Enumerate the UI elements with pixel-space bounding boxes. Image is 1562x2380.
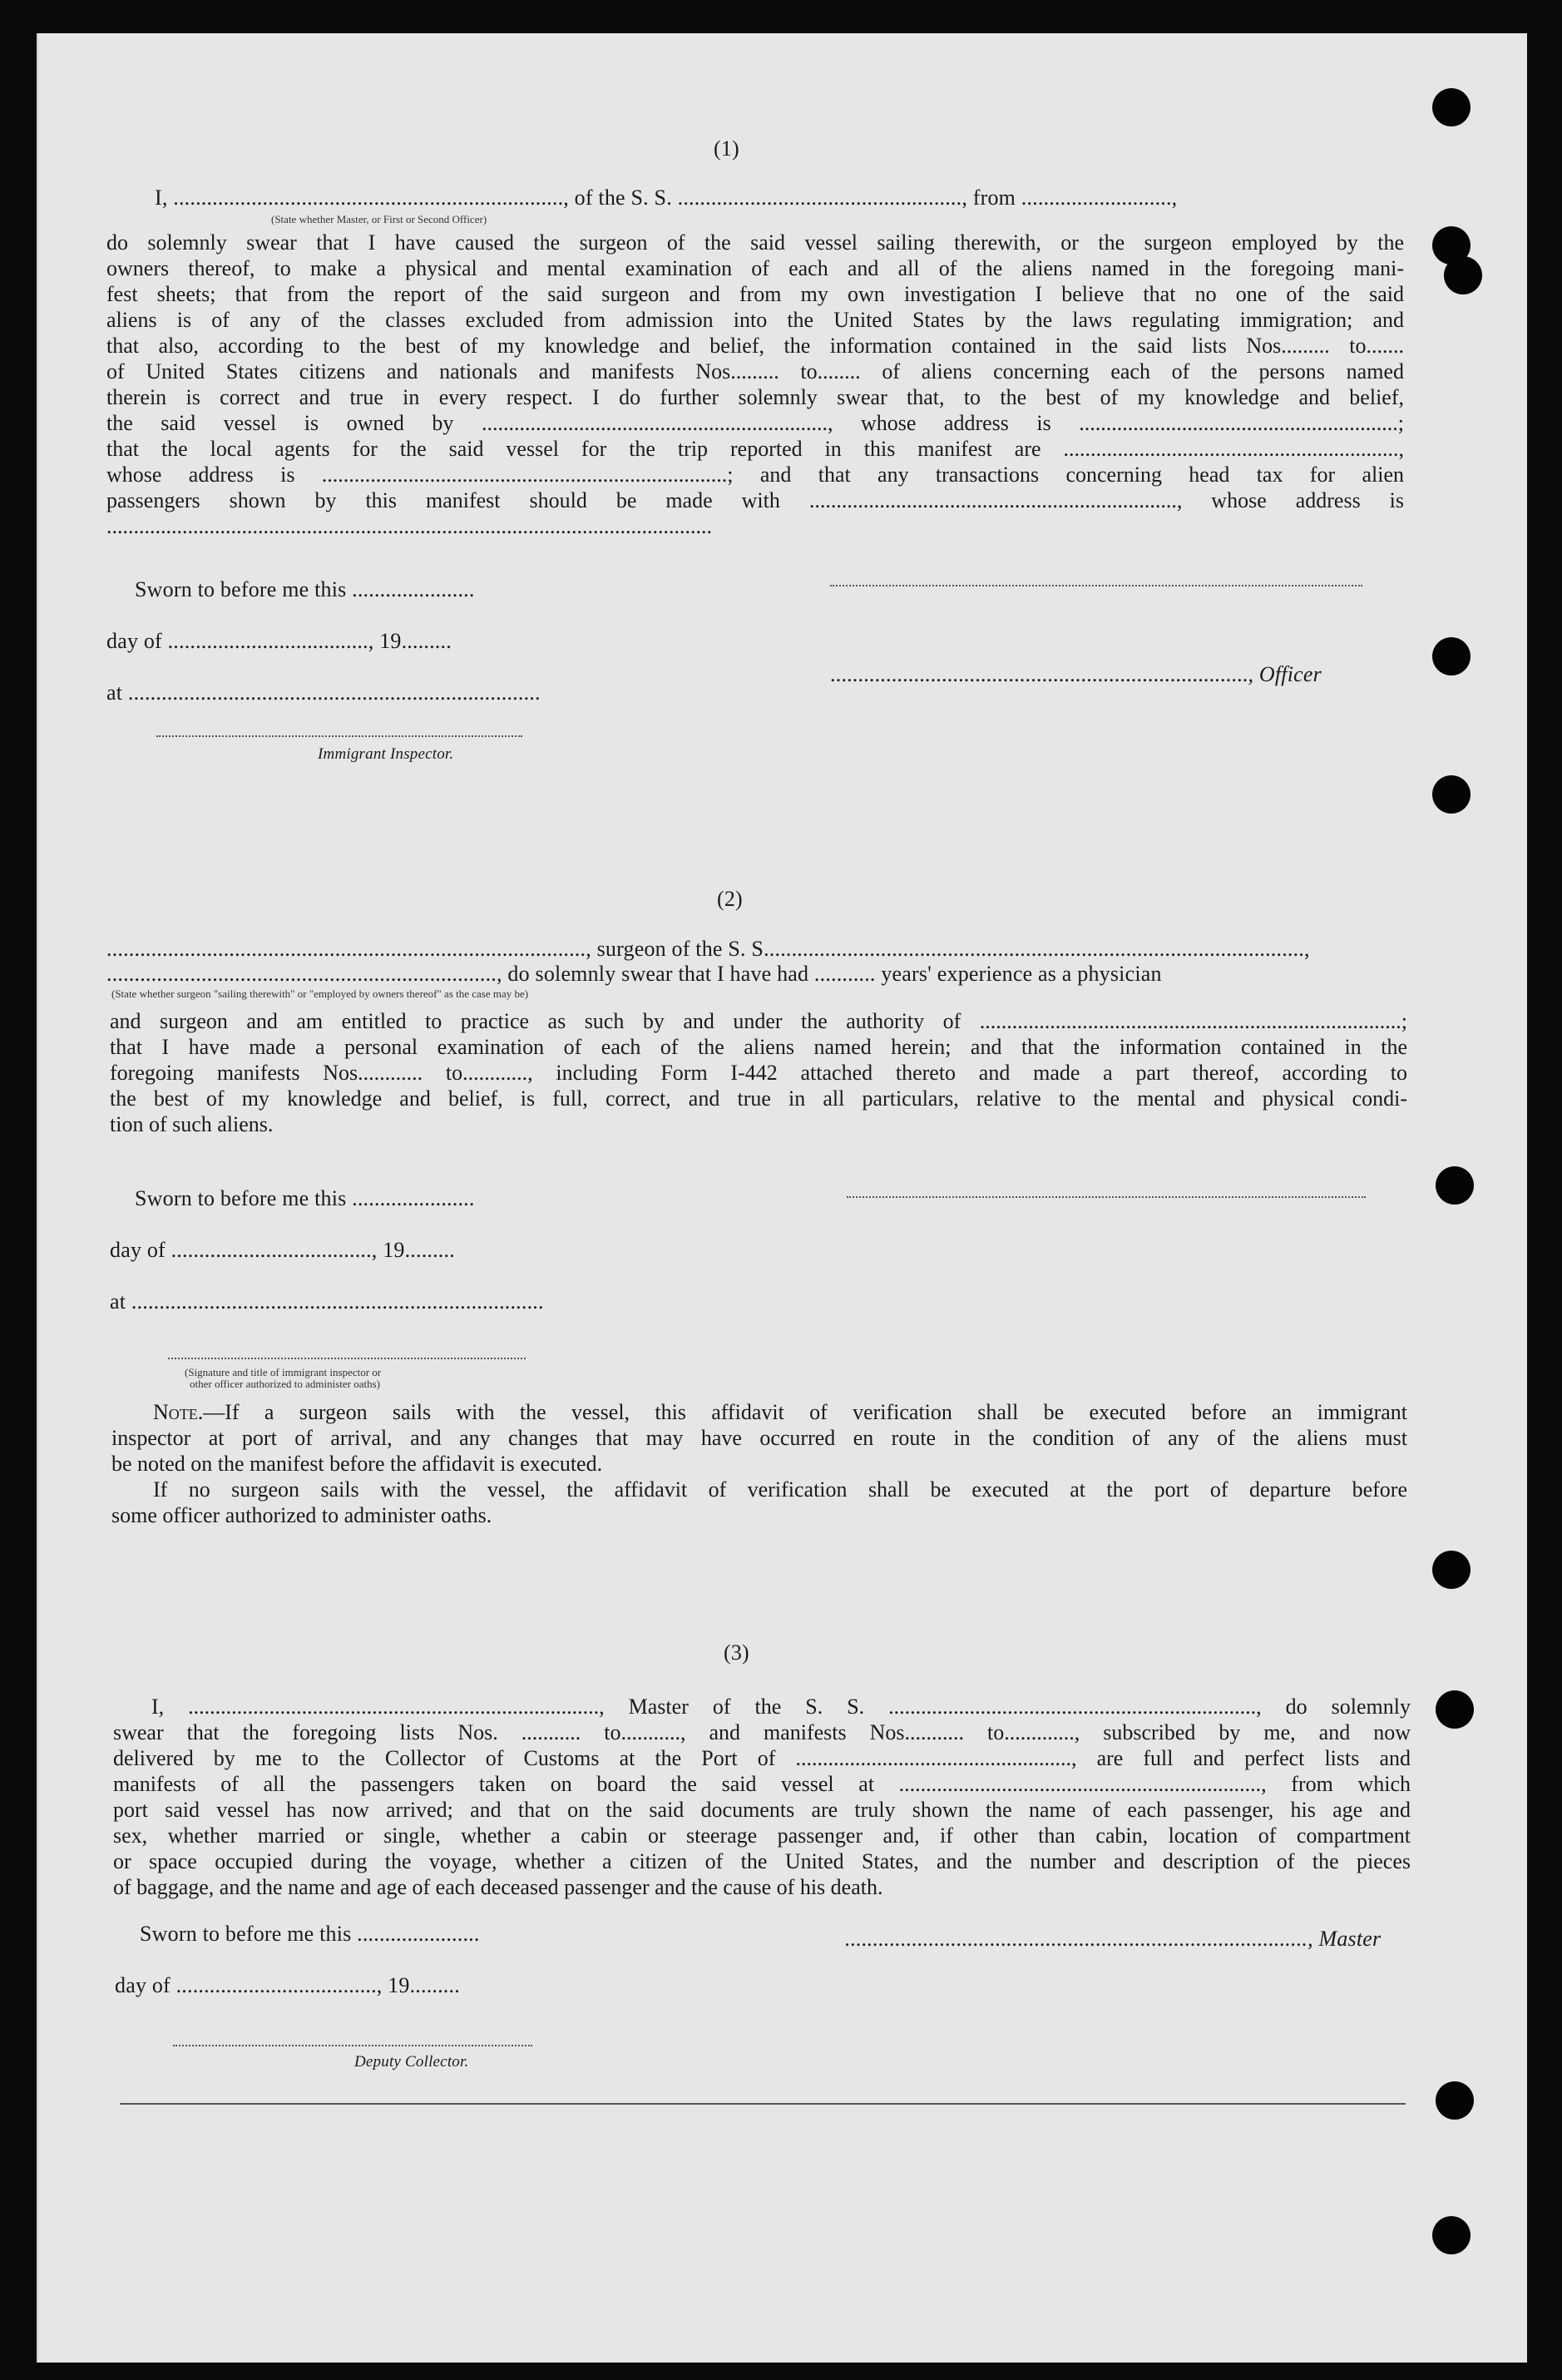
section1-officer-field[interactable]: ......................................................................, — [173, 186, 569, 210]
section1-oath-line — [155, 186, 1177, 210]
section1-line: owners thereof, to make a physical and mental examination of each and all of the aliens named in the foregoing mani- — [106, 256, 1404, 280]
section1-line: therein is correct and true in every respect. I do further solemnly swear that, to the best of my knowledge and belief, — [106, 385, 1404, 409]
section1-officer-label: , Officer — [1248, 662, 1322, 686]
section1-officer-sign — [830, 662, 1322, 687]
section3-number: (3) — [724, 1640, 749, 1665]
section1-sworn: Sworn to before me this ...................... — [135, 577, 475, 601]
binder-hole — [1436, 2081, 1474, 2120]
section2-line: that I have made a personal examination of each of the aliens named herein; and that the information contained in the — [110, 1035, 1407, 1059]
section2-sig-note1: (Signature and title of immigrant inspector or — [185, 1366, 382, 1378]
section2-line1: ......................................................................................, surgeon of the S. S................................................................................................., — [106, 937, 1310, 961]
section1-line: whose address is ...........................................................................; and that any transactions concerning head tax for alien — [106, 463, 1404, 487]
section3-collector-signature-line[interactable] — [173, 2045, 532, 2046]
binder-hole — [1444, 256, 1482, 294]
section3-paragraph — [113, 1694, 1411, 1900]
section1-line: passengers shown by this manifest should be made with ...................................................................., whose address is — [106, 488, 1404, 512]
section2-line2: ......................................................................, do solemnly swear that I have had ........... years' experience as a physician — [106, 962, 1162, 986]
section2-note-line: inspector at port of arrival, and any changes that may have occurred en route in the condition of any of the aliens must — [111, 1426, 1407, 1450]
bottom-rule — [120, 2103, 1406, 2105]
section2-note — [111, 1399, 1407, 1528]
section1-day-of: day of ...................................., 19......... — [106, 629, 452, 653]
section2-line: and surgeon and am entitled to practice as such by and under the authority of ..............................................................................; — [110, 1009, 1407, 1033]
section1-paragraph — [106, 230, 1404, 539]
section3-line: I, ............................................................................, Master of the S. S. ...................................................................., do solemnly — [151, 1695, 1411, 1719]
section1-line: the said vessel is owned by ................................................................, whose address is ...........................................................; — [106, 411, 1404, 435]
section1-inspector-signature-line[interactable] — [156, 735, 522, 737]
section3-line: delivered by me to the Collector of Customs at the Port of ..................................................., are full and perfect lists and — [113, 1746, 1411, 1770]
section2-surgeon-signature-line[interactable] — [847, 1196, 1366, 1198]
binder-hole — [1432, 88, 1471, 126]
section1-at: at .......................................................................... — [106, 680, 541, 705]
section3-line: or space occupied during the voyage, whether a citizen of the United States, and the number and description of the pieces — [113, 1849, 1411, 1873]
section2-at: at .......................................................................... — [110, 1289, 544, 1314]
section1-line: that also, according to the best of my knowledge and belief, the information contained in the said lists Nos......... to....... — [106, 334, 1404, 358]
section2-line: the best of my knowledge and belief, is full, correct, and true in all particulars, relative to the mental and physical condi- — [110, 1086, 1407, 1111]
section1-number: (1) — [714, 136, 739, 161]
section3-collector-label: Deputy Collector. — [354, 2053, 469, 2071]
section3-master-line[interactable]: ..................................................................................., Master — [845, 1927, 1382, 1951]
section1-of-ss: of the S. S. — [568, 186, 678, 210]
section3-line: sex, whether married or single, whether a cabin or steerage passenger and, if other than cabin, location of compartment — [113, 1823, 1411, 1848]
section3-day-of: day of ...................................., 19......... — [115, 1973, 460, 1997]
section3-line: of baggage, and the name and age of each deceased passenger and the cause of his death. — [113, 1875, 883, 1899]
binder-hole — [1436, 1690, 1474, 1729]
section3-line: manifests of all the passengers taken on board the said vessel at ..................................................................., from which — [113, 1772, 1411, 1796]
section2-inspector-signature-line[interactable] — [168, 1358, 526, 1359]
section1-officer-note: (State whether Master, or First or Second Officer) — [271, 213, 487, 225]
binder-hole — [1432, 637, 1471, 675]
section2-day-of: day of ...................................., 19......... — [110, 1238, 455, 1262]
form-page — [37, 33, 1527, 2363]
section2-note-line: be noted on the manifest before the affidavit is executed. — [111, 1452, 603, 1476]
section2-sworn: Sworn to before me this ...................... — [135, 1186, 475, 1210]
section1-i: I, — [155, 186, 174, 210]
section1-line: aliens is of any of the classes excluded from admission into the United States by the laws regulating immigration; and — [106, 308, 1404, 332]
section1-ship-field[interactable]: ..................................................., — [677, 186, 968, 210]
section1-officer-dots[interactable]: ........................................................................... — [830, 662, 1248, 686]
binder-hole — [1436, 1166, 1474, 1205]
section1-line: of United States citizens and nationals and manifests Nos......... to........ of aliens concerning each of the persons named — [106, 359, 1404, 383]
binder-hole — [1432, 775, 1471, 814]
section1-officer-signature-line[interactable] — [830, 585, 1362, 586]
section1-from: from — [967, 186, 1021, 210]
section3-sworn: Sworn to before me this ...................... — [140, 1922, 480, 1946]
section2-note-line: If no surgeon sails with the vessel, the affidavit of verification shall be executed at the port of departure before — [153, 1477, 1407, 1502]
section1-inspector-label: Immigrant Inspector. — [318, 745, 454, 763]
section1-from-field[interactable]: ..........................., — [1021, 186, 1178, 210]
section1-line: do solemnly swear that I have caused the surgeon of the said vessel sailing therewith, or the surgeon employed by the — [106, 230, 1404, 255]
section1-line: ................................................................................................................ — [106, 514, 712, 538]
section2-line: foregoing manifests Nos............ to............, including Form I-442 attached thereto and made a part thereof, according to — [110, 1061, 1407, 1085]
section1-line: fest sheets; that from the report of the said surgeon and from my own investigation I believe that no one of the said — [106, 282, 1404, 306]
section2-note-text: —If a surgeon sails with the vessel, this affidavit of verification shall be executed before an immigrant — [203, 1400, 1407, 1424]
section3-line: port said vessel has now arrived; and that on the said documents are truly shown the name of each passenger, his age and — [113, 1798, 1411, 1822]
section1-line: that the local agents for the said vessel for the trip reported in this manifest are .............................................................., — [106, 437, 1404, 461]
section2-line: tion of such aliens. — [110, 1112, 274, 1136]
section3-line: swear that the foregoing lists Nos. ........... to..........., and manifests Nos........... to............., subscribed by me, and now — [113, 1720, 1411, 1744]
section2-note-line: some officer authorized to administer oaths. — [111, 1503, 492, 1527]
section2-note-line — [111, 1399, 1407, 1425]
section2-sig-note2: other officer authorized to administer oaths) — [190, 1378, 380, 1390]
section2-surgeon-note: (State whether surgeon "sailing therewith" or "employed by owners thereof" as the case may be) — [111, 987, 529, 1000]
section2-paragraph — [110, 1008, 1407, 1137]
section2-note-label: Note. — [153, 1400, 204, 1424]
binder-hole — [1432, 2216, 1471, 2254]
section2-number: (2) — [717, 887, 743, 911]
binder-hole — [1432, 1551, 1471, 1589]
